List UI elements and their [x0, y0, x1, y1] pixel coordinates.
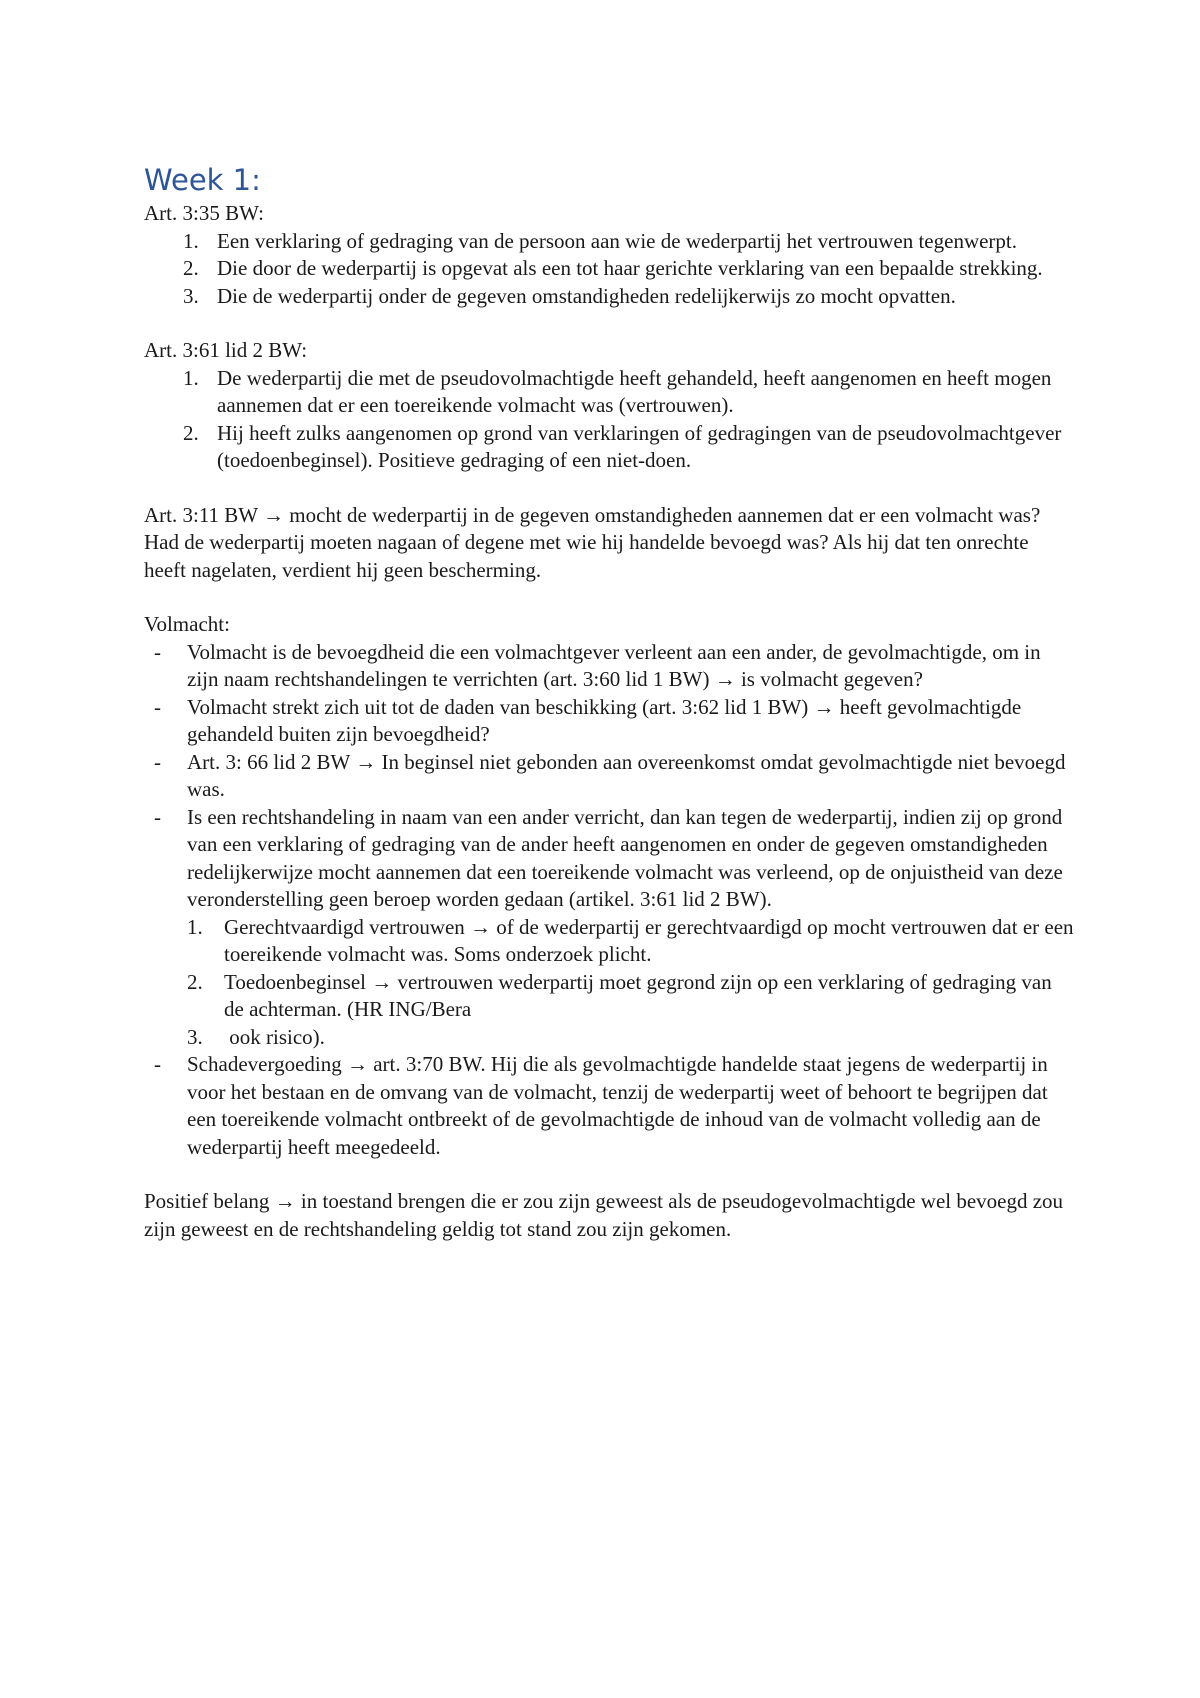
list-item — [144, 914, 1074, 969]
document-page — [144, 160, 1074, 1243]
list-item-text: Schadevergoeding → art. 3:70 BW. Hij die als gevolmachtigde handelde staat jegens de wederpartij in voor het bestaan en de omvang van de volmacht, tenzij de wederpartij weet of behoort te begrijpen dat een toereikende volmacht ontbreekt of de gevolmachtigde de inhoud van de volmacht volledig aan de wederpartij heeft meegedeeld. — [187, 1052, 1048, 1159]
spacer — [144, 310, 1074, 337]
list-item — [144, 1024, 1074, 1052]
list-item-text: Art. 3: 66 lid 2 BW → In beginsel niet gebonden aan overeenkomst omdat gevolmachtigde niet bevoegd was. — [187, 749, 1066, 801]
bullet-list-volmacht — [144, 639, 1074, 914]
section-label-volmacht: Volmacht: — [144, 612, 230, 636]
list-item-text: Die de wederpartij onder de gegeven omstandigheden redelijkerwijs zo mocht opvatten. — [217, 283, 956, 308]
list-item — [144, 749, 1074, 804]
section-label-art-3-35: Art. 3:35 BW: — [144, 201, 264, 225]
list-number: 1. — [187, 914, 203, 939]
list-item — [144, 1051, 1074, 1161]
dash-marker: - — [154, 694, 161, 719]
list-number: 3. — [187, 1024, 203, 1049]
list-item — [144, 283, 1074, 311]
dash-marker: - — [154, 749, 161, 774]
numbered-list-art-3-35 — [144, 228, 1074, 311]
list-item — [144, 228, 1074, 256]
list-number: 3. — [183, 283, 199, 308]
list-item — [144, 804, 1074, 914]
paragraph-positief-belang: Positief belang → in toestand brengen die er zou zijn geweest als de pseudogevolmachtigde wel bevoegd zou zijn geweest en de rechtshandeling geldig tot stand zou zijn gekomen. — [144, 1189, 1064, 1241]
list-item-text: ook risico). — [224, 1024, 325, 1049]
list-item — [144, 365, 1074, 420]
list-item-text: Toedoenbeginsel → vertrouwen wederpartij moet gegrond zijn op een verklaring of gedraging van de achterman. (HR ING/Bera — [224, 969, 1052, 1021]
list-number: 2. — [183, 420, 199, 445]
nested-numbered-list — [144, 914, 1074, 1052]
list-item-text: Volmacht strekt zich uit tot de daden van beschikking (art. 3:62 lid 1 BW) → heeft gevolmachtigde gehandeld buiten zijn bevoegdheid? — [187, 694, 1022, 746]
spacer — [144, 475, 1074, 502]
list-item-text: De wederpartij die met de pseudovolmachtigde heeft gehandeld, heeft aangenomen en heeft mogen aannemen dat er een toereikende volmacht was (vertrouwen). — [217, 365, 1052, 417]
dash-marker: - — [154, 1052, 161, 1076]
bullet-list-schadevergoeding — [144, 1051, 1074, 1161]
list-item — [144, 420, 1074, 475]
list-item-text: Hij heeft zulks aangenomen op grond van verklaringen of gedragingen van de pseudovolmachtgever (toedoenbeginsel). Positieve gedraging of een niet-doen. — [217, 420, 1062, 472]
list-item-text: Een verklaring of gedraging van de persoon aan wie de wederpartij het vertrouwen tegenwerpt. — [217, 228, 1018, 253]
list-item — [144, 255, 1074, 283]
list-item-text: Is een rechtshandeling in naam van een ander verricht, dan kan tegen de wederpartij, indien zij op grond van een verklaring of gedraging van de ander heeft aangenomen en onder de gegeven omstandigheden redelijkerwijze mocht aannemen dat een toereikende volmacht was verleend, op de onjuistheid van deze veronderstelling geen beroep worden gedaan (artikel. 3:61 lid 2 BW). — [187, 804, 1063, 911]
list-item-text: Die door de wederpartij is opgevat als een tot haar gerichte verklaring van een bepaalde strekking. — [217, 256, 1043, 280]
spacer — [144, 584, 1074, 611]
numbered-list-art-3-61 — [144, 365, 1074, 475]
paragraph-art-3-11: Art. 3:11 BW → mocht de wederpartij in de gegeven omstandigheden aannemen dat er een volmacht was? Had de wederpartij moeten nagaan of degene met wie hij handelde bevoegd was? Als hij dat ten onrechte heeft nagelaten, verdient hij geen bescherming. — [144, 502, 1041, 582]
dash-marker: - — [154, 804, 161, 829]
dash-marker: - — [154, 639, 161, 664]
list-number: 2. — [183, 256, 199, 280]
spacer — [144, 1161, 1074, 1188]
section-label-art-3-61: Art. 3:61 lid 2 BW: — [144, 338, 308, 362]
list-item — [144, 694, 1074, 749]
list-number: 2. — [187, 969, 203, 994]
list-item-text: Gerechtvaardigd vertrouwen → of de wederpartij er gerechtvaardigd op mocht vertrouwen dat er een toereikende volmacht was. Soms onderzoek plicht. — [224, 914, 1074, 966]
list-item — [144, 969, 1074, 1024]
page-title: Week 1: — [144, 163, 261, 197]
list-item-text: Volmacht is de bevoegdheid die een volmachtgever verleent aan een ander, de gevolmachtigde, om in zijn naam rechtshandelingen te verrichten (art. 3:60 lid 1 BW) → is volmacht gegeven? — [187, 639, 1041, 691]
list-number: 1. — [183, 228, 199, 253]
list-item — [144, 639, 1074, 694]
list-number: 1. — [183, 365, 199, 390]
